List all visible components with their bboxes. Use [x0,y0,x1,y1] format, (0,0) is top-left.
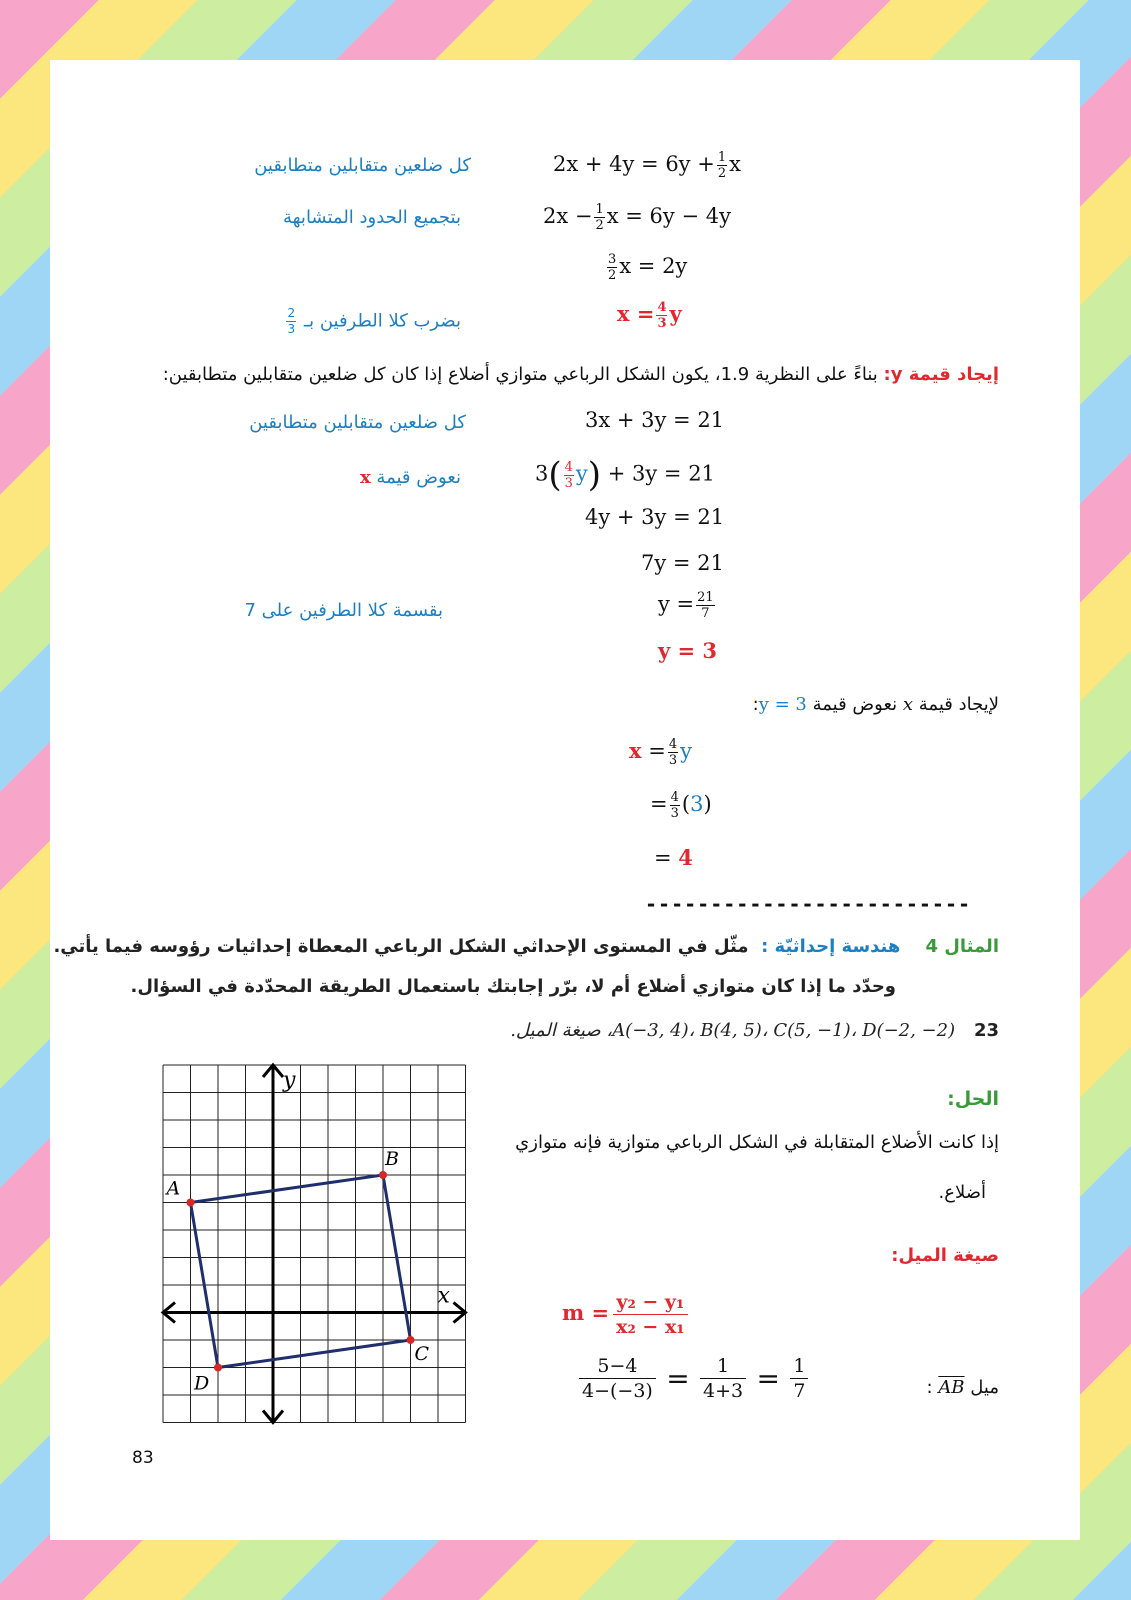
equation-line: = 4 [654,845,693,870]
fraction: $\frac{3}{2}$ [608,252,617,283]
slope-ab-label: ميل AB : [926,1377,999,1398]
vertex-D [214,1364,222,1372]
y-axis-label: y [283,1068,296,1093]
solution-line: إذا كانت الأضلاع المتقابلة في الشكل الرباعي متوازية فإنه متوازي [515,1132,999,1153]
result-equation: y = 3 [658,638,718,663]
slope-formula-heading: صيغة الميل: [891,1245,999,1266]
vertex-label-D: D [194,1372,210,1395]
example-instructions: وحدّد ما إذا كان متوازي أضلاع أم لا، برّر إجابتك باستعمال الطريقة المحدّدة في السؤال. [130,976,896,997]
step-note: نعوض قيمة x [359,467,461,488]
solution-line: أضلاع. [938,1182,986,1203]
equation-line: 3( $\frac{4}{3}$ y) + 3y = 21 [535,455,715,495]
equation-line: 3x + 3y = 21 [585,408,725,432]
vertex-C [407,1336,415,1344]
problem-23: 23 A(−3, 4)، B(4, 5)، C(5, −1)، D(−2, −2)، صيغة الميل. [510,1020,999,1041]
vertex-A [187,1199,195,1207]
equation-line: y = $\frac{21}{7}$ [658,590,714,621]
equation-line: 2x + 4y = 6y + $\frac{1}{2}$ x [553,150,741,181]
step-note: بقسمة كلا الطرفين على 7 [244,600,443,621]
grid-lines [163,1065,466,1423]
vertex-label-A: A [166,1177,181,1200]
step-note: كل ضلعين متقابلين متطابقين [249,412,466,433]
fraction: $\frac{1}{2}$ [595,202,604,233]
step-note: بتجميع الحدود المتشابهة [282,207,461,228]
solution-heading: الحل: [947,1088,999,1110]
coordinate-graph [160,1062,480,1442]
separator-line: ------------------------- [645,892,972,916]
vertex-label-B: B [385,1148,399,1170]
x-axis-label: x [437,1283,450,1309]
equation-line: $\frac{3}{2}$ x = 2y [608,252,688,283]
equation-line: x = $\frac{4}{3}$ y [629,737,692,768]
fraction: $\frac{1}{2}$ [717,150,727,181]
step-note: بضرب كلا الطرفين بـ $\frac{2}{3}$ [287,306,461,336]
vertex-label-C: C [414,1343,430,1365]
find-x-paragraph: لإيجاد قيمة x نعوض قيمة y = 3: [752,694,999,715]
step-note: كل ضلعين متقابلين متطابقين [254,155,471,176]
axes [163,1065,466,1423]
page-number: 83 [132,1448,154,1468]
example-heading: المثال 4 هندسة إحداثيّة : مثّل في المستوى الإحداثي الشكل الرباعي المعطاة إحداثيات رؤوسه فيما يأتي. [53,936,999,957]
find-y-paragraph: إيجاد قيمة y: بناءً على النظرية 1.9، يكون الشكل الرباعي متوازي أضلاع إذا كان كل ضلعين متقابلين متطابقين: [162,364,999,385]
slope-formula: m = $\frac{\text{y₂ − y₁}}{\text{x₂ − x₁}}$ [562,1290,692,1339]
equation-line: 2x − $\frac{1}{2}$ x = 6y − 4y [543,202,731,233]
equation-line: 7y = 21 [641,551,724,575]
equation-line: = $\frac{4}{3}$ (3) [650,790,712,821]
result-equation: x = $\frac{4}{3}$ y [617,300,682,331]
equation-line: 4y + 3y = 21 [585,505,725,529]
slope-ab-calculation: $\frac{5-4}{4-(-3)}$ = $\frac{1}{4+3}$ = $\frac{1}{7}$ [575,1354,812,1403]
vertex-B [379,1171,387,1179]
fraction: $\frac{4}{3}$ [657,300,667,331]
